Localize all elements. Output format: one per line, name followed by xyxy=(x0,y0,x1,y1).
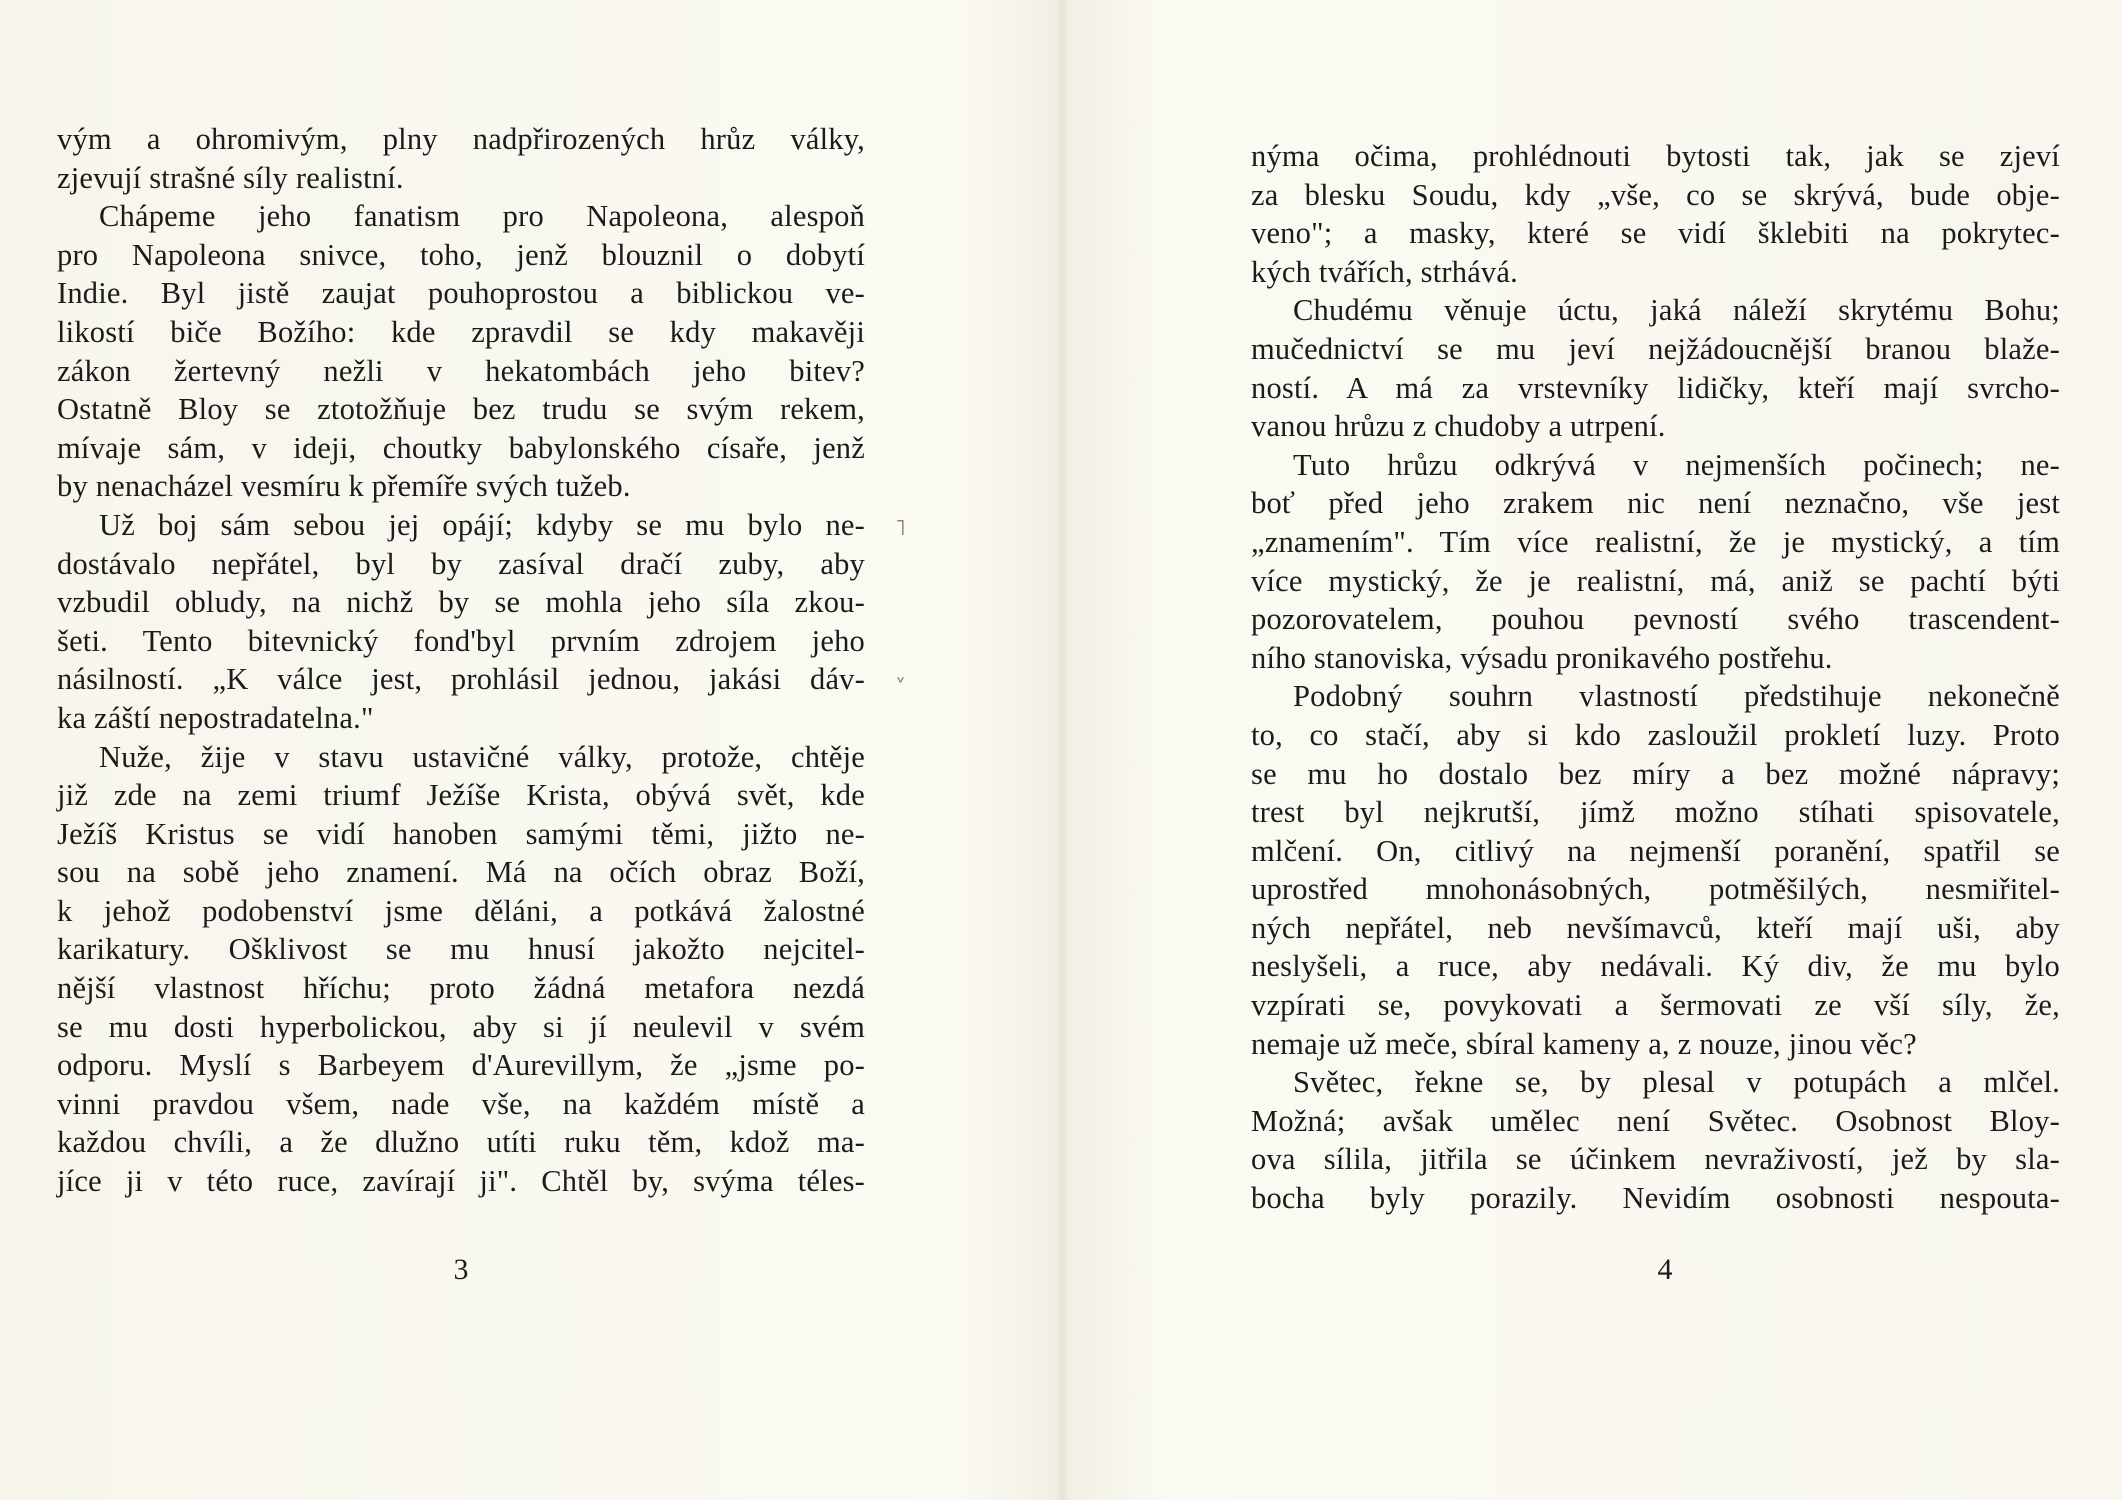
text-line: dostávalo nepřátel, byl by zasíval dračí zuby, aby xyxy=(57,546,865,581)
text-line: veno"; a masky, které se vidí šklebiti na pokrytec- xyxy=(1251,216,2060,251)
text-line: mívaje sám, v ideji, choutky babylonského císaře, jenž xyxy=(57,430,865,465)
text-line: každou chvíli, a že dlužno utíti ruku těm, kdož ma- xyxy=(57,1125,865,1160)
text-line: za blesku Soudu, kdy „vše, co se skrývá, bude obje- xyxy=(1251,177,2060,212)
right-page-text xyxy=(1251,137,2060,1218)
text-line: kých tvářích, strhává. xyxy=(1251,254,1518,289)
left-page-text xyxy=(57,120,865,1201)
right-page xyxy=(1061,0,2122,1500)
text-line: Už boj sám sebou jej opájí; kdyby se mu bylo ne- xyxy=(99,507,865,542)
text-line: trest byl nejkrutší, jímž možno stíhati spisovatele, xyxy=(1251,795,2060,830)
text-line: karikatury. Ošklivost se mu hnusí jakožto nejcitel- xyxy=(57,932,865,967)
text-line: Tuto hrůzu odkrývá v nejmenších počinech; ne- xyxy=(1293,447,2060,482)
text-line: sou na sobě jeho znamení. Má na očích obraz Boží, xyxy=(57,855,865,890)
text-line: pro Napoleona snivce, toho, jenž blouznil o dobytí xyxy=(57,237,865,272)
text-line: „znamením". Tím více realistní, že je mystický, a tím xyxy=(1251,524,2060,559)
text-line: Ostatně Bloy se ztotožňuje bez trudu se svým rekem, xyxy=(57,392,865,427)
text-line: Světec, řekne se, by plesal v potupách a mlčel. xyxy=(1293,1065,2060,1100)
text-line: neslyšeli, a ruce, aby nedávali. Ký div, že mu bylo xyxy=(1251,949,2060,984)
text-line: vzbudil obludy, na nichž by se mohla jeho síla zkou- xyxy=(57,585,865,620)
text-line: ního stanoviska, výsadu pronikavého postřehu. xyxy=(1251,640,1833,675)
text-line: násilností. „K válce jest, prohlásil jednou, jakási dáv- xyxy=(57,662,865,697)
text-line: ností. A má za vrstevníky lidičky, kteří mají svrcho- xyxy=(1251,370,2060,405)
text-line: se mu dosti hyperbolickou, aby si jí neulevil v svém xyxy=(57,1009,865,1044)
text-line: šeti. Tento bitevnický fond'byl prvním zdrojem jeho xyxy=(57,623,865,658)
text-line: mlčení. On, citlivý na nejmenší poranění, spatřil se xyxy=(1251,833,2060,868)
text-line: by nenacházel vesmíru k přemíře svých tužeb. xyxy=(57,469,631,504)
page-number-left: 3 xyxy=(453,1253,469,1286)
text-line: odporu. Myslí s Barbeyem d'Aurevillym, že „jsme po- xyxy=(57,1048,865,1083)
text-line: již zde na zemi triumf Ježíše Krista, obývá svět, kde xyxy=(57,778,865,813)
text-line: Podobný souhrn vlastností předstihuje nekonečně xyxy=(1293,679,2060,714)
text-line: vinni pravdou všem, nade vše, na každém místě a xyxy=(57,1086,865,1121)
text-line: vzpírati se, povykovati a šermovati ze vší síly, že, xyxy=(1251,988,2060,1023)
text-line: Nuže, žije v stavu ustavičné války, protože, chtěje xyxy=(99,739,865,774)
text-line: zákon žertevný nežli v hekatombách jeho bitev? xyxy=(57,353,865,388)
text-line: Chudému věnuje úctu, jaká náleží skrytému Bohu; xyxy=(1293,293,2060,328)
page-number-right: 4 xyxy=(1657,1253,1673,1286)
text-line: jíce ji v této ruce, zavírají ji". Chtěl by, svýma téles- xyxy=(57,1164,865,1199)
margin-mark-1: ˥ xyxy=(895,516,906,541)
text-line: Chápeme jeho fanatism pro Napoleona, alespoň xyxy=(99,199,865,234)
text-line: vanou hrůzu z chudoby a utrpení. xyxy=(1251,409,1666,444)
text-line: uprostřed mnohonásobných, potměšilých, nesmiřitel- xyxy=(1251,872,2060,907)
margin-mark-2: ˅ xyxy=(895,676,906,701)
text-line: bocha byly porazily. Nevidím osobnosti nespouta- xyxy=(1251,1181,2060,1216)
text-line: boť před jeho zrakem nic není neznačno, vše jest xyxy=(1251,486,2060,521)
text-line: Možná; avšak umělec není Světec. Osobnost Bloy- xyxy=(1251,1103,2060,1138)
text-line: ných nepřátel, neb nevšímavců, kteří mají uši, aby xyxy=(1251,910,2060,945)
text-line: ova sílila, jitřila se účinkem nevraživostí, jež by sla- xyxy=(1251,1142,2060,1177)
text-line: likostí biče Božího: kde zpravdil se kdy makavěji xyxy=(57,314,865,349)
text-line: mučednictví se mu jeví nejžádoucnější branou blaže- xyxy=(1251,331,2060,366)
text-line: nýma očima, prohlédnouti bytosti tak, jak se zjeví xyxy=(1251,139,2060,173)
text-line: to, co stačí, aby si kdo zasloužil prokletí luzy. Proto xyxy=(1251,717,2060,752)
text-line: nější vlastnost hříchu; proto žádná metafora nezdá xyxy=(57,971,865,1006)
text-line: Indie. Byl jistě zaujat pouhoprostou a biblickou ve- xyxy=(57,276,865,311)
text-line: vým a ohromivým, plny nadpřirozených hrůz války, xyxy=(57,122,865,156)
text-line: ka záští nepostradatelna." xyxy=(57,700,374,735)
text-line: nemaje už meče, sbíral kameny a, z nouze, jinou věc? xyxy=(1251,1026,1917,1061)
text-line: zjevují strašné síly realistní. xyxy=(57,160,404,195)
text-line: Ježíš Kristus se vidí hanoben samými těmi, jižto ne- xyxy=(57,816,865,851)
text-line: pozorovatelem, pouhou pevností svého trascendent- xyxy=(1251,602,2060,637)
text-line: více mystický, že je realistní, má, aniž se pachtí býti xyxy=(1251,563,2060,598)
text-line: se mu ho dostalo bez míry a bez možné nápravy; xyxy=(1251,756,2060,791)
text-line: k jehož podobenství jsme děláni, a potkává žalostné xyxy=(57,893,865,928)
